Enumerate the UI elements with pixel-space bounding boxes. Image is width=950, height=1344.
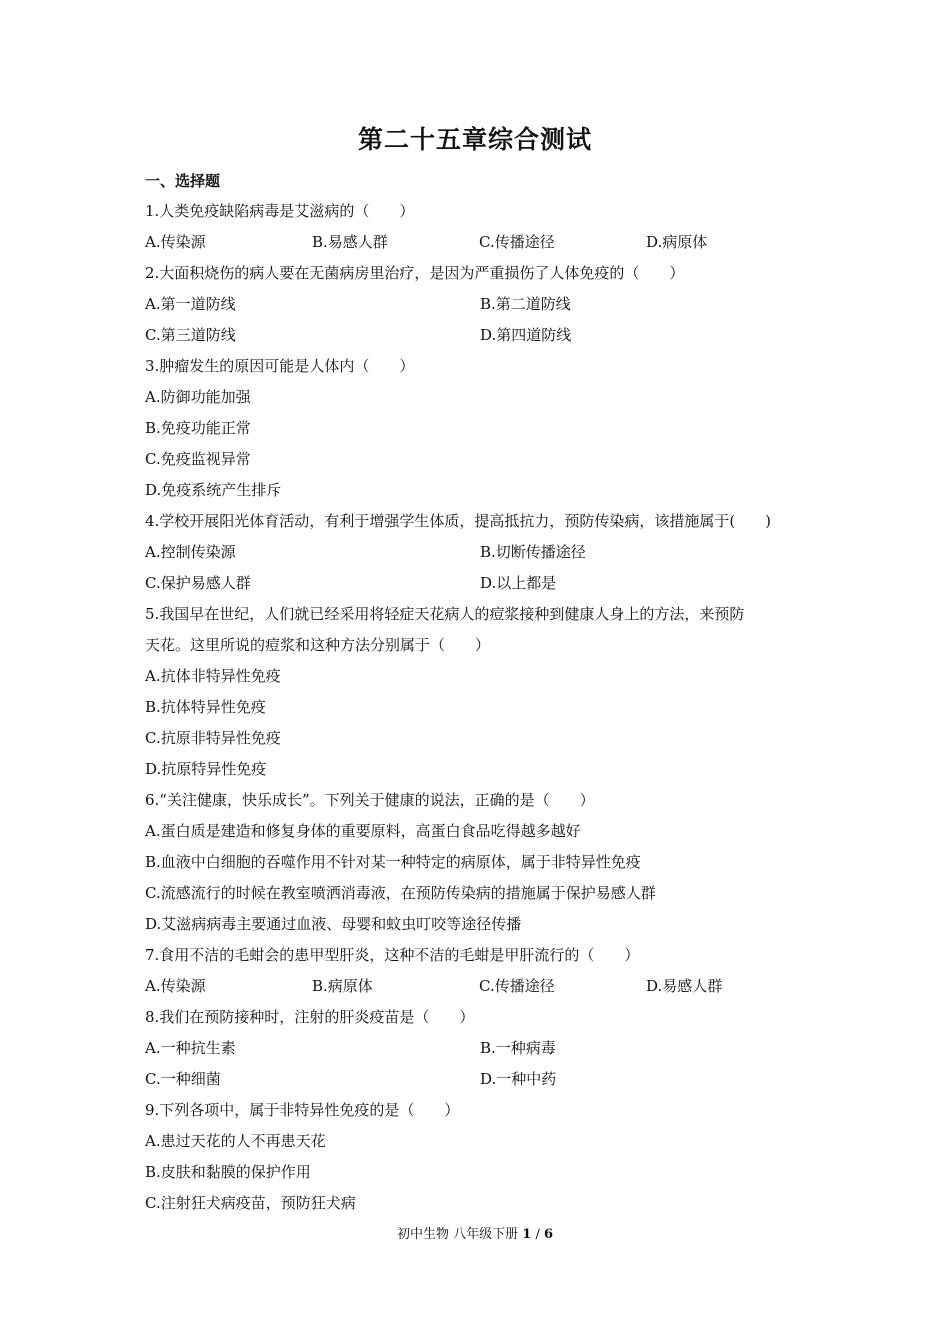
answer-option: C.保护易感人群 [145,574,251,592]
option-row [145,1157,815,1188]
answer-option: B.免疫功能正常 [145,419,251,437]
option-row [145,1033,815,1064]
answer-option: C.传播途径 [479,977,555,995]
question-stem: 2.大面积烧伤的病人要在无菌病房里治疗，是因为严重损伤了人体免疫的（ ） [145,264,685,282]
option-row [145,878,815,909]
option-row [145,847,815,878]
option-row [145,444,815,475]
answer-option: D.以上都是 [480,574,557,592]
answer-option: D.免疫系统产生排斥 [145,481,282,499]
answer-option: B.切断传播途径 [480,543,586,561]
answer-option: A.传染源 [145,977,206,995]
answer-option: C.抗原非特异性免疫 [145,729,281,747]
option-row [145,692,815,723]
question-stem: 6.“关注健康，快乐成长”。下列关于健康的说法，正确的是（ ） [145,791,595,809]
answer-option: C.第三道防线 [145,326,236,344]
answer-option: D.艾滋病病毒主要通过血液、母婴和蚊虫叮咬等途径传播 [145,915,522,933]
footer-page-number: 1 [522,1227,532,1242]
option-row [145,537,815,568]
answer-option: B.易感人群 [312,233,388,251]
option-row [145,723,815,754]
page-title: 第二十五章综合测试 [357,125,592,154]
answer-option: D.抗原特异性免疫 [145,760,267,778]
answer-option: C.注射狂犬病疫苗，预防狂犬病 [145,1194,356,1212]
answer-option: A.患过天花的人不再患天花 [145,1132,326,1150]
question-stem: 4.学校开展阳光体育活动，有利于增强学生体质，提高抵抗力，预防传染病，该措施属于( ) [145,512,772,530]
footer-page-total: 6 [543,1227,554,1242]
option-row [145,1188,815,1219]
option-row [145,413,815,444]
answer-option: D.第四道防线 [480,326,572,344]
question-stem: 3.肿瘤发生的原因可能是人体内（ ） [145,357,415,375]
option-row [145,1126,815,1157]
answer-option: A.防御功能加强 [145,388,251,406]
option-row [145,320,815,351]
question-stem: 7.食用不洁的毛蚶会的患甲型肝炎，这种不洁的毛蚶是甲肝流行的（ ） [145,946,640,964]
answer-option: B.血液中白细胞的吞噬作用不针对某一种特定的病原体，属于非特异性免疫 [145,853,641,871]
answer-option: D.病原体 [646,233,708,251]
option-row [145,909,815,940]
answer-option: B.病原体 [312,977,373,995]
answer-option: A.控制传染源 [145,543,236,561]
option-row [145,227,815,258]
answer-option: A.传染源 [145,233,206,251]
answer-option: C.一种细菌 [145,1070,221,1088]
option-row [145,816,815,847]
answer-option: C.传播途径 [479,233,555,251]
answer-option: D.易感人群 [646,977,723,995]
page-footer [0,1225,950,1245]
question-list [145,196,815,1219]
option-row [145,568,815,599]
question-stem-continued: 天花。这里所说的痘浆和这种方法分别属于（ ） [145,636,491,654]
footer-separator: / [535,1227,540,1242]
question-stem: 8.我们在预防接种时，注射的肝炎疫苗是（ ） [145,1008,475,1026]
answer-option: B.抗体特异性免疫 [145,698,266,716]
answer-option: C.流感流行的时候在教室喷洒消毒液，在预防传染病的措施属于保护易感人群 [145,884,656,902]
question-stem: 5.我国早在世纪，人们就已经采用将轻症天花病人的痘浆接种到健康人身上的方法，来预防 [145,605,745,623]
option-row [145,382,815,413]
answer-option: A.第一道防线 [145,295,236,313]
answer-option: C.免疫监视异常 [145,450,251,468]
answer-option: B.皮肤和黏膜的保护作用 [145,1163,311,1181]
option-row [145,971,815,1002]
question-stem: 9.下列各项中，属于非特异性免疫的是（ ） [145,1101,460,1119]
option-row [145,661,815,692]
question-stem: 1.人类免疫缺陷病毒是艾滋病的（ ） [145,202,415,220]
option-row [145,754,815,785]
footer-text: 初中生物 八年级下册 [396,1227,519,1242]
answer-option: A.蛋白质是建造和修复身体的重要原料，高蛋白食品吃得越多越好 [145,822,581,840]
section-heading: 一、选择题 [145,172,221,190]
answer-option: D.一种中药 [480,1070,557,1088]
answer-option: B.一种病毒 [480,1039,556,1057]
answer-option: A.抗体非特异性免疫 [145,667,281,685]
option-row [145,475,815,506]
answer-option: B.第二道防线 [480,295,571,313]
option-row [145,289,815,320]
option-row [145,1064,815,1095]
answer-option: A.一种抗生素 [145,1039,236,1057]
